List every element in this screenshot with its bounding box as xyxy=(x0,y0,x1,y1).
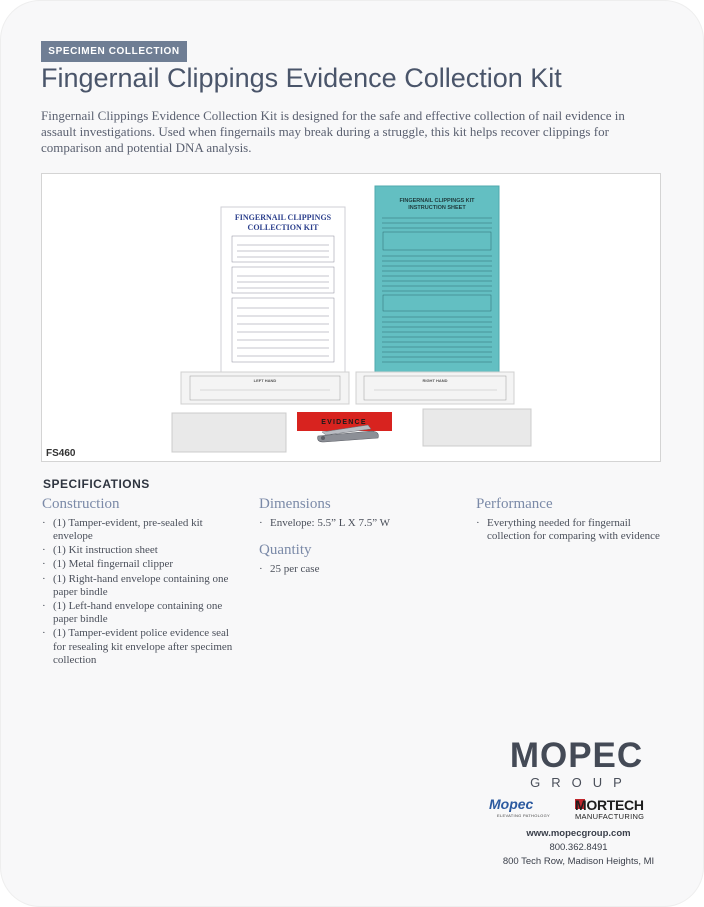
performance-column xyxy=(476,495,666,544)
form-title-line-1: FINGERNAIL CLIPPINGS xyxy=(234,213,332,222)
product-photo xyxy=(41,173,661,462)
list-item: · (1) Right-hand envelope containing one paper bindle xyxy=(42,573,238,600)
product-code: FS460 xyxy=(46,448,76,459)
right-hand-envelope xyxy=(356,372,514,404)
list-item: · (1) Tamper-evident, pre-sealed kit envelope xyxy=(42,517,238,544)
sheet-title-line-1: FINGERNAIL CLIPPINGS KIT xyxy=(399,198,475,204)
performance-heading: Performance xyxy=(476,496,553,512)
kit-illustration xyxy=(42,174,661,462)
list-item: · (1) Left-hand envelope containing one paper bindle xyxy=(42,600,238,627)
mopec-group-logo xyxy=(489,736,664,790)
mortech-tagline: MANUFACTURING xyxy=(575,812,645,821)
quantity-heading: Quantity xyxy=(259,542,312,559)
form-title-line-2: COLLECTION KIT xyxy=(247,223,319,232)
phone-number: 800.362.8491 xyxy=(549,842,608,853)
construction-column xyxy=(42,495,238,668)
evidence-seal xyxy=(297,412,392,431)
list-item: · Envelope: 5.5” L X 7.5” W xyxy=(259,517,459,530)
brand-name: MOPEC xyxy=(509,736,644,775)
list-item: · (1) Metal fingernail clipper xyxy=(42,558,238,571)
right-paper-bindle xyxy=(423,409,531,446)
mopec-tagline: ELEVATING PATHOLOGY xyxy=(497,813,550,818)
sheet-title-line-2: INSTRUCTION SHEET xyxy=(408,205,466,211)
brand-subtitle: GROUP xyxy=(530,775,633,790)
dimensions-column xyxy=(259,495,459,577)
list-item: · (1) Tamper-evident police evidence seal for resealing kit envelope after specimen collection xyxy=(42,627,238,667)
seal-label: EVIDENCE xyxy=(321,419,367,426)
list-item: · 25 per case xyxy=(259,563,459,576)
construction-list xyxy=(42,517,238,667)
right-envelope-label: RIGHT HAND xyxy=(422,378,448,383)
instruction-sheet xyxy=(375,186,499,374)
quantity-list xyxy=(259,563,459,576)
product-description: Fingernail Clippings Evidence Collection Kit is designed for the safe and effective collection of nail evidence in assault investigations. Used when fingernails may break during a struggle, this kit helps recover clippings for comparison and potential DNA analysis. xyxy=(41,108,625,155)
dimensions-heading: Dimensions xyxy=(259,496,331,512)
page-title: Fingernail Clippings Evidence Collection Kit xyxy=(41,63,562,93)
address: 800 Tech Row, Madison Heights, MI xyxy=(502,856,655,867)
left-envelope-label: LEFT HAND xyxy=(253,378,277,383)
construction-heading: Construction xyxy=(42,496,120,512)
mortech-logo: MORTECH xyxy=(575,797,644,813)
mopec-logo: Mopec xyxy=(489,796,534,812)
contact-info xyxy=(481,827,676,869)
list-item: · Everything needed for fingernail collection for comparing with evidence xyxy=(476,517,666,544)
dimensions-list xyxy=(259,517,459,530)
performance-list xyxy=(476,517,666,544)
partner-logos xyxy=(489,796,664,820)
kit-form xyxy=(221,207,345,373)
category-tag: SPECIMEN COLLECTION xyxy=(41,41,187,62)
left-hand-envelope xyxy=(181,372,349,404)
left-paper-bindle xyxy=(172,413,286,452)
list-item: · (1) Kit instruction sheet xyxy=(42,544,238,557)
specifications-heading: SPECIFICATIONS xyxy=(43,477,150,491)
website-link[interactable]: www.mopecgroup.com xyxy=(526,828,631,839)
